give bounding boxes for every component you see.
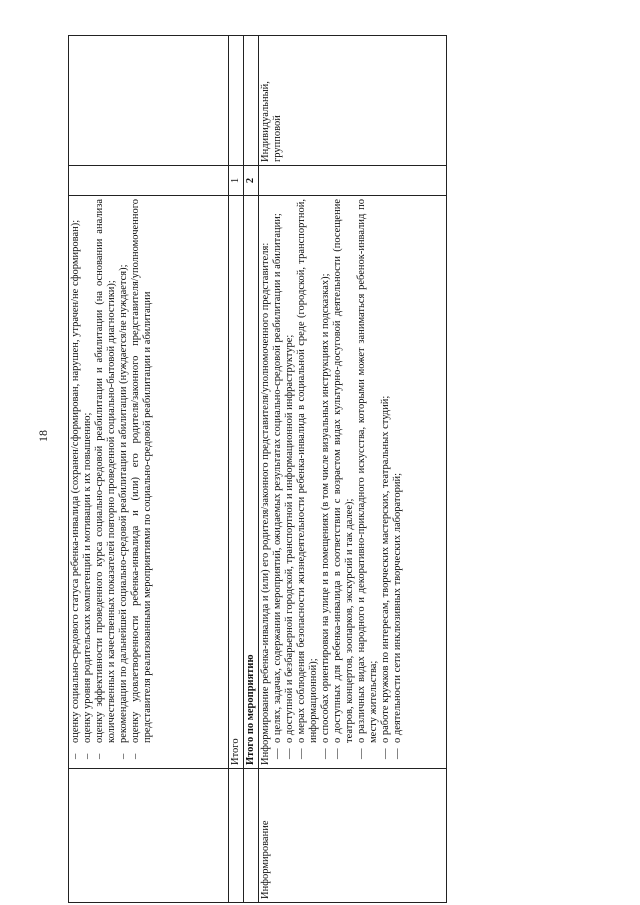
list-item [272, 199, 284, 765]
list-item [392, 199, 404, 765]
list-item [320, 199, 332, 765]
list-item-text: о способах ориентировки на улице и в помещениях (в том числе визуальных инструкциях и подсказках); [320, 273, 331, 743]
empty-cell [259, 166, 447, 196]
list-item [70, 199, 82, 765]
list-dash: – [94, 753, 105, 759]
info-form-cell: Индивидуальный, групповой [259, 36, 447, 166]
list-dash: — [296, 748, 307, 759]
list-item [332, 199, 356, 765]
list-item [94, 199, 118, 765]
list-item [380, 199, 392, 765]
list-dash: – [70, 753, 81, 759]
table-row [69, 36, 229, 903]
list-item [118, 199, 130, 765]
list-item-text: о работе кружков по интересам, творческих мастерских, театральных студий; [380, 395, 391, 743]
list-dash: — [356, 748, 367, 759]
list-item-text: оценку эффективности проведенного курса социально-средовой реабилитации и абилитации (на основании анализа количественных и качественных показателей повторно проведенной социально-бытовой диагностики); [94, 199, 117, 743]
list-dash: — [320, 748, 331, 759]
list-item [296, 199, 320, 765]
list-item [82, 199, 94, 765]
empty-cell [69, 36, 229, 166]
itogo-label: Итого [229, 196, 244, 769]
list-dash: – [118, 753, 129, 759]
list-item-text: оценку уровня родительских компетенций и мотивации к их повышению; [82, 412, 93, 743]
info-content-cell [259, 196, 447, 769]
table-row [259, 36, 447, 903]
list-item-text: о мерах соблюдения безопасности жизнедеятельности ребенка-инвалида в социальной среде (городской, транспортной, информационной); [296, 199, 319, 743]
itogo-po-label: Итого по мероприятию [244, 196, 259, 769]
list-dash: — [392, 748, 403, 759]
empty-cell [69, 769, 229, 903]
list-item [130, 199, 154, 765]
info-name-cell: Информирование [259, 769, 447, 903]
list-dash: – [82, 753, 93, 759]
table-row [244, 36, 259, 903]
list-dash: — [272, 748, 283, 759]
page-number: 18 [36, 430, 50, 442]
list-item-text: рекомендации по дальнейшей социально-средовой реабилитации и абилитации (нуждается/не нуждается); [118, 264, 129, 743]
list-item-text: оценку социально-средового статуса ребенка-инвалида (сохранен/сформирован, нарушен, утрачен/не сформирован); [70, 219, 81, 743]
table-row [229, 36, 244, 903]
list-item-text: о деятельности сети инклюзивных творческих лабораторий; [392, 473, 403, 743]
assessment-list [70, 199, 154, 765]
empty-cell [229, 769, 244, 903]
list-item-text: о доступной и безбарьерной городской, транспортной и информационной инфраструктуре; [284, 334, 295, 743]
list-item-text: о доступных для ребенка-инвалида в соответствии с возрастом видах культурно-досуговой деятельности (посещение театров, концертов, зоопарков, экскурсий и так далее); [332, 199, 355, 743]
empty-cell [69, 166, 229, 196]
list-item-text: оценку удовлетворенности ребенка-инвалида и (или) его родителя/законного представителя/уполномоченного представителя реализованными мероприятиями по социально-средовой реабилитации и абилитации [130, 199, 153, 743]
empty-cell [229, 36, 244, 166]
list-dash: – [130, 753, 141, 759]
list-item [356, 199, 380, 765]
list-item-text: о различных видах народного и декоративно-прикладного искусства, которыми может заниматься ребенок-инвалид по месту жительства; [356, 199, 379, 743]
info-list [272, 199, 404, 765]
info-intro: Информирование ребенка-инвалида и (или) его родителя/законного представителя/уполномоченного представителя: [260, 242, 271, 765]
list-item [284, 199, 296, 765]
itogo-value: 1 [229, 166, 244, 196]
empty-cell [244, 36, 259, 166]
list-item-text: о целях, задачах, содержании мероприятий, ожидаемых результатах социально-средовой реабилитации и абилитации; [272, 213, 283, 743]
list-dash: — [284, 748, 295, 759]
list-dash: — [332, 748, 343, 759]
assessment-cell [69, 196, 229, 769]
empty-cell [244, 769, 259, 903]
measures-table [68, 35, 447, 903]
itogo-po-value: 2 [244, 166, 259, 196]
list-dash: — [380, 748, 391, 759]
